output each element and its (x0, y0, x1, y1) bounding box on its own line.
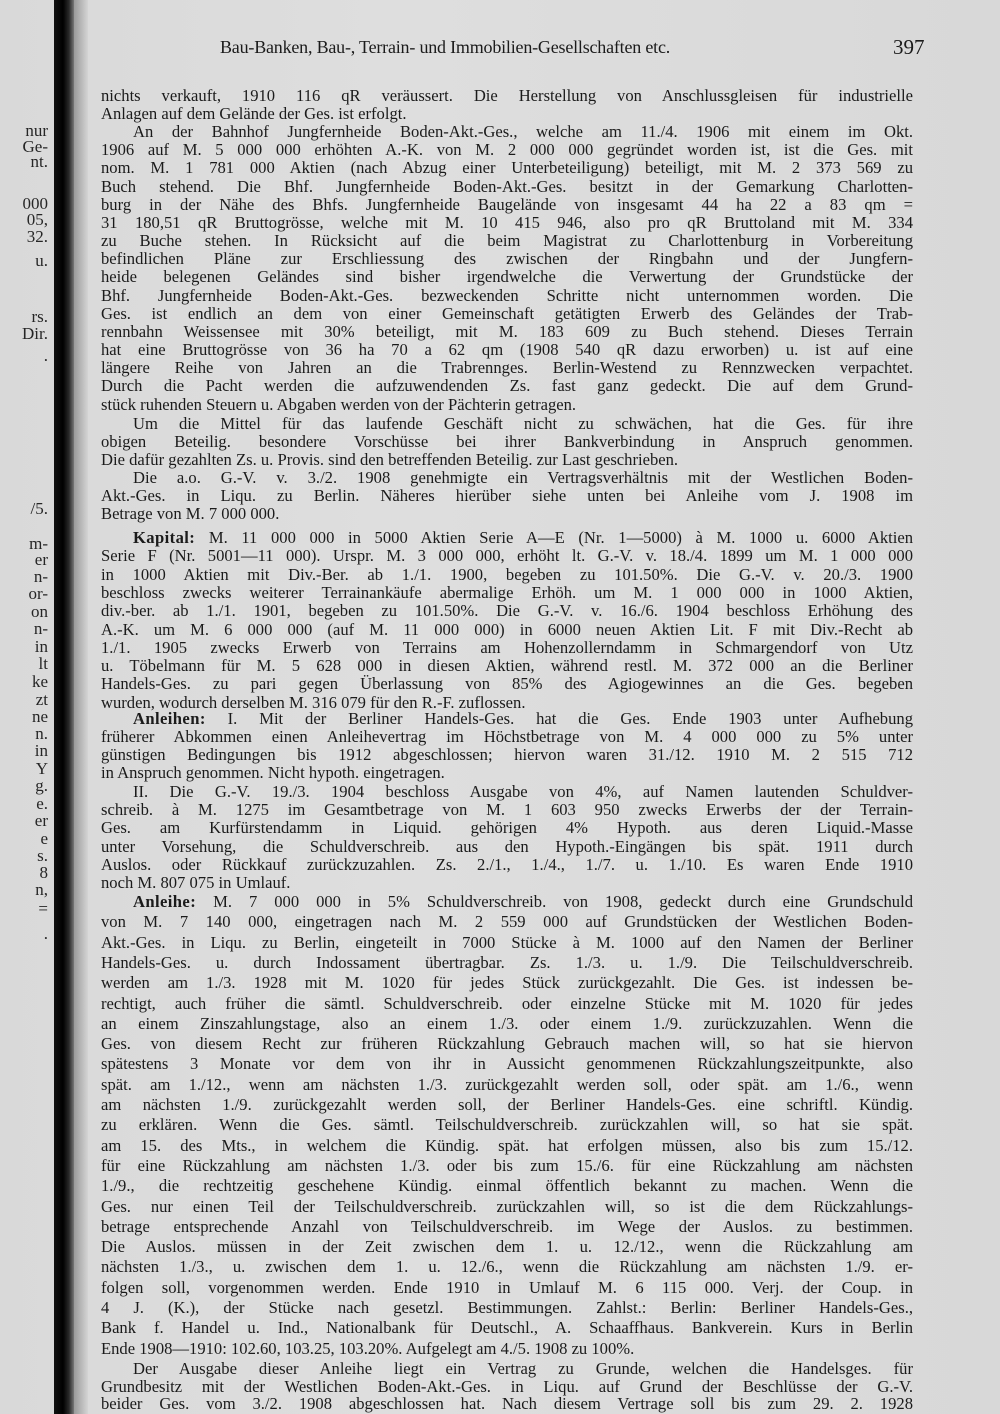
line-text: nächsten 1./3., u. zwischen dem 1. u. 12./6., wenn die Rückzahlung am nächsten 1./9. er- (101, 1257, 913, 1277)
line-text: in 1000 Aktien mit Div.-Ber. ab 1./1. 1900, begeben zu 101.50%. Die G.-V. v. 20./3. 1900 (101, 564, 913, 584)
text-line (101, 1177, 913, 1195)
facing-page-fragment: s. (37, 846, 48, 865)
line-text: günstigen Bedingungen bis 1912 abgeschlossen; hiervon waren 31./12. 1910 M. 2 515 712 (101, 745, 913, 765)
line-text: rennbahn Weissensee mit 30% beteiligt, mit M. 183 609 zu Buch stehend. Dieses Terrain (101, 321, 913, 341)
section-heading: Kapital: (133, 528, 196, 547)
line-text: von M. 7 140 000, eingetragen nach M. 2 559 000 auf Grundstücken der Westlichen Boden- (101, 912, 913, 932)
text-line (101, 141, 913, 159)
text-line (101, 838, 913, 856)
running-head: Bau-Banken, Bau-, Terrain- und Immobilien-Gesellschaften etc. (220, 37, 671, 57)
text-line (101, 954, 913, 972)
text-line (101, 566, 913, 584)
text-line (101, 801, 913, 819)
line-text: 1./1. 1905 zwecks Erwerb von Terrains am Hohenzollerndamm in Schmargendorf von Utz (101, 637, 913, 657)
facing-page-fragment: m- (29, 534, 48, 553)
facing-page-fragment: n. (35, 724, 48, 743)
line-text: Handels-Ges. u. durch Indossament übertragbar. Zs. 1./3. u. 1./9. Die Teilschuldverschreib. (101, 952, 913, 972)
text-line (101, 856, 913, 874)
text-line (101, 1258, 913, 1276)
facing-page-fragment: in (34, 637, 48, 656)
line-text: Serie F (Nr. 5001—11 000). Urspr. M. 3 000 000, erhöht lt. G.-V. v. 18./4. 1899 um M. 1 000 000 (101, 546, 913, 566)
line-text: Grundbesitz mit der Westlichen Boden-Akt.-Ges. in Liqu. auf Grund der Beschlüsse der G.-V. (101, 1376, 913, 1396)
line-text: zu erklären. Wenn die Ges. sämtl. Teilschuldverschreib. zurückzahlen will, so hat sie spät. (101, 1115, 913, 1135)
line-text: Akt.-Ges. in Liqu. zu Berlin. Näheres hierüber siehe unten bei Anleihe vom J. 1908 im (101, 486, 913, 506)
facing-page-fragment: or- (28, 584, 48, 603)
line-text: Buch stehend. Die Bhf. Jungfernheide Boden-Akt.-Ges. besitzt in der Gemarkung Charlotten- (101, 176, 913, 196)
line-text: spät. am 1./12., wenn am nächsten 1./3. zurückgezahlt werden soll, oder spät. am 1./6., wenn (101, 1074, 913, 1094)
text-line (101, 159, 913, 177)
text-line (101, 1076, 913, 1094)
text-line (101, 1157, 913, 1175)
text-line (101, 974, 913, 992)
text-line (133, 710, 913, 728)
line-text: Betrage von M. 7 000 000. (101, 504, 280, 524)
line-text: werden am 1./3. 1928 mit M. 1020 für jedes Stück zurückgezahlt. Die Ges. ist indessen be- (101, 973, 913, 993)
text-line (101, 675, 913, 693)
line-text: nichts verkauft, 1910 116 qR veräussert. Die Herstellung von Anschlussgleisen für industrielle (101, 86, 913, 105)
facing-page-fragment: n, (35, 880, 48, 899)
line-text: rechtigt, auch früher die sämtl. Schuldverschreib. oder einzelne Stücke mit M. 1020 für jedes (101, 993, 913, 1013)
text-line (101, 1137, 913, 1155)
line-text: beschloss zwecks weiterer Terrainankäufe abermalige Erhöh. um M. 1 000 000 in 1000 Aktien, (101, 582, 913, 602)
line-text: 31 180,51 qR Bruttogrösse, welche mit M. 10 415 946, also pro qR Bruttoland mit M. 334 (101, 212, 913, 232)
text-line (101, 214, 913, 232)
line-text: Anlagen auf dem Gelände der Ges. ist erfolgt. (101, 104, 407, 124)
line-text: in Anspruch genommen. Nicht hypoth. eingetragen. (101, 763, 445, 783)
line-text: Um die Mittel für das laufende Geschäft nicht zu schwächen, hat die Ges. für ihre (133, 414, 913, 433)
text-line (101, 323, 913, 341)
text-line (101, 268, 913, 286)
text-line (101, 934, 913, 952)
text-line (101, 657, 913, 675)
facing-page-fragment: Ge- (22, 137, 48, 156)
text-line (101, 639, 913, 657)
text-line (101, 1340, 913, 1358)
line-text: am nächsten 1./9. zurückgezahlt werden soll, der Berliner Handels-Ges. eine schriftl. Kündig. (101, 1095, 913, 1114)
text-line (101, 602, 913, 620)
text-line (133, 123, 913, 141)
facing-page-fragment: Y (35, 759, 48, 778)
text-line (101, 287, 913, 305)
text-line (133, 1360, 913, 1378)
facing-page-fragment: 32. (26, 227, 48, 246)
text-line (101, 1395, 913, 1413)
line-text: Durch die Pacht werden die aufzuwendenden Zs. fast ganz gedeckt. Die auf dem Grund- (101, 376, 913, 396)
line-text: Bank f. Handel u. Ind., Nationalbank für Deutschl., A. Schaaffhaus. Bankverein. Kurs in Berlin (101, 1318, 913, 1338)
line-text: stück ruhenden Steuern u. Abgaben werden von der Pächterin getragen. (101, 394, 577, 414)
text-line (101, 1116, 913, 1134)
text-line (101, 359, 913, 377)
text-line (101, 1055, 913, 1073)
line-text: Ges. von diesem Recht zur früheren Rückzahlung Gebrauch machen will, so hat sie hiervon (101, 1034, 913, 1054)
facing-page-fragment: ke (31, 672, 48, 691)
text-line (101, 487, 913, 505)
facing-page-fragment: ne (31, 707, 48, 726)
text-line (101, 1096, 913, 1114)
text-line (101, 433, 913, 451)
line-text: hat eine Bruttogrösse von 36 ha 70 a 62 qm (1908 540 qR dazu erworben) u. ist auf eine (101, 340, 913, 360)
text-line (101, 377, 913, 395)
line-text: 1./9., die rechtzeitig geschehene Kündig. einmal öffentlich bekannt zu machen. Wenn die (101, 1176, 913, 1196)
section-heading: Anleihe: (133, 892, 197, 911)
line-text: für eine Rückzahlung am nächsten 1./3. oder bis zum 15./6. für eine Rückzahlung am nächsten (101, 1155, 913, 1175)
line-text: Die a.o. G.-V. v. 3./2. 1908 genehmigte ein Vertragsverhältnis mit der Westlichen Boden- (133, 468, 913, 487)
facing-page-fragment: Dir. (22, 324, 48, 343)
line-text: II. Die G.-V. 19./3. 1904 beschloss Ausgabe von 4%, auf Namen lautenden Schuldver- (133, 782, 913, 801)
text-line (101, 728, 913, 746)
book-binding-shadow (54, 0, 74, 1414)
line-text: betrage entsprechende Anzahl von Teilschuldverschreib. im Wege der Auslos. zu bestimmen. (101, 1216, 913, 1236)
line-text: Ges. ist endlich an dem von einer Gemeinschaft getätigten Erwerb des Geländes der Trab- (101, 303, 913, 323)
text-line (101, 764, 913, 782)
text-line (133, 469, 913, 487)
line-text: Ende 1908—1910: 102.60, 103.25, 103.20%. Aufgelegt am 4./5. 1908 zu 100%. (101, 1338, 635, 1358)
line-text: A.-K. um M. 6 000 000 (auf M. 11 000 000) in 6000 neuen Aktien Lit. F mit Div.-Recht ab (101, 619, 913, 639)
line-text: früherer Abkommen einen Anleihevertrag im Höchstbetrage von M. 4 000 000 zu 5% unter (101, 727, 913, 747)
line-text: befindlichen Pläne zur Erschliessung des zwischen der Ringbahn und der Jungfern- (101, 249, 913, 269)
line-text: burg in der Nähe des Bhfs. Jungfernheide Baugelände von insgesamt 44 ha 22 a 83 qm = (101, 194, 913, 214)
line-text: spätestens 3 Monate vor dem von ihr in Aussicht genommenen Rückzahlungszeitpunkte, also (101, 1054, 913, 1074)
text-line (101, 584, 913, 602)
facing-page-fragment: er (34, 550, 48, 569)
text-line (101, 87, 913, 105)
text-line (101, 305, 913, 323)
line-text: 4 J. (K.), der Stücke nach gesetzl. Bestimmungen. Zahlst.: Berlin: Berliner Handels-Ges., (101, 1298, 913, 1317)
facing-page-fragment: e (40, 829, 48, 848)
facing-page-fragment: = (38, 899, 48, 918)
line-text: folgen soll, vorgenommen werden. Ende 1910 in Umlauf M. 6 115 000. Verj. der Coup. in (101, 1277, 913, 1297)
text-line (101, 451, 913, 469)
text-line (101, 1299, 913, 1317)
text-line (101, 396, 913, 414)
text-line (101, 178, 913, 196)
text-line (101, 1035, 913, 1053)
page-gutter (74, 0, 88, 1414)
facing-page-fragment: 05, (26, 210, 48, 229)
line-text: nom. M. 1 781 000 Aktien (nach Abzug einer Unterbeteiligung) beteiligt, mit M. 2 373 569 zu (101, 158, 913, 178)
text-line (133, 893, 913, 911)
facing-page-fragment: 000 (22, 194, 48, 213)
line-text: längere Reihe von Jahren an die Trabrennges. Berlin-Westend zu Rennzwecken verpachtet. (101, 358, 913, 378)
text-line (101, 232, 913, 250)
facing-page-fragment: nt. (30, 152, 48, 171)
line-text: div.-ber. ab 1./1. 1901, begeben zu 101.50%. Die G.-V. v. 16./6. 1904 beschloss Erhöhung des (101, 601, 913, 621)
facing-page-fragment: g. (35, 776, 48, 795)
text-line (101, 746, 913, 764)
text-line (101, 1015, 913, 1033)
text-line (101, 1378, 913, 1396)
text-line (133, 783, 913, 801)
line-text: 1906 auf M. 5 000 000 erhöhten A.-K. von M. 2 000 000 gegründet worden ist, ist die Ges. mit (101, 140, 913, 160)
facing-page-fragment: . (43, 346, 48, 365)
text-line (133, 415, 913, 433)
line-text: an einem Zinszahlungstage, also an einem 1./3. oder einem 1./9. zurückzuzahlen. Wenn die (101, 1013, 913, 1033)
facing-page-fragment: n- (33, 567, 48, 586)
line-text: M. 11 000 000 in 5000 Aktien Serie A—E (Nr. 1—5000) à M. 1000 u. 6000 Aktien (208, 528, 913, 547)
text-line (133, 529, 913, 547)
line-text: obigen Beteilig. besondere Vorschüsse bei ihrer Bankverbindung in Anspruch genommen. (101, 432, 913, 452)
line-text: I. Mit der Berliner Handels-Ges. hat die Ges. Ende 1903 unter Aufhebung (227, 709, 913, 728)
facing-page-fragment: 8 (39, 863, 48, 882)
line-text: schreib. à M. 1275 im Gesamtbetrage von M. 1 603 950 zwecks Erwerbs der der Terrain- (101, 800, 913, 820)
text-line (101, 995, 913, 1013)
facing-page-fragment: . (43, 924, 48, 943)
facing-page-fragment: lt (38, 654, 48, 673)
text-line (101, 621, 913, 639)
facing-page-fragment: /5. (30, 499, 48, 518)
text-line (101, 341, 913, 359)
line-text: noch M. 807 075 in Umlauf. (101, 873, 291, 892)
line-text: beider Ges. vom 3./2. 1908 abgeschlossen hat. Nach diesem Vertrage soll bis zum 29. 2. 1928 (101, 1394, 913, 1413)
line-text: am 15. des Mts., in welchem die Kündig. spät. hat erfolgen müssen, also bis zum 15./12. (101, 1135, 913, 1155)
text-line (101, 505, 913, 523)
line-text: Handels-Ges. zu pari gegen Überlassung von 85% des Agiogewinnes an die Ges. begeben (101, 674, 913, 694)
page-number: 397 (893, 35, 925, 59)
facing-page-fragment: n- (33, 619, 48, 638)
facing-page-fragment: on (31, 602, 48, 621)
line-text: Ges. am Kurfürstendamm in Liquid. gehörigen 4% Hypoth. aus deren Liquid.-Masse (101, 818, 913, 838)
text-line (101, 1218, 913, 1236)
line-text: unter Vorsehung, die Schuldverschreib. aus den Hypoth.-Eingängen bis spät. 1911 durch (101, 836, 913, 856)
facing-page-fragment: in (34, 741, 48, 760)
line-text: Bhf. Jungfernheide Boden-Akt.-Ges. bezweckenden Schritte nicht unternommen worden. Die (101, 285, 913, 305)
line-text: zu Buche stehen. In Rücksicht auf die beim Magistrat zu Charlottenburg in Vorbereitung (101, 231, 913, 251)
line-text: Die Auslos. müssen in der Zeit zwischen dem 1. u. 12./12., wenn die Rückzahlung am (101, 1237, 913, 1257)
line-text: An der Bahnhof Jungfernheide Boden-Akt.-Ges., welche am 11./4. 1906 mit einem im Okt. (133, 122, 913, 141)
line-text: wurden, wodurch derselben M. 316 079 für den R.-F. zuflossen. (101, 692, 526, 712)
text-line (101, 874, 913, 892)
text-line (101, 547, 913, 565)
text-line (101, 1319, 913, 1337)
text-line (101, 913, 913, 931)
text-line (101, 819, 913, 837)
text-line (101, 1238, 913, 1256)
facing-page-fragment: u. (35, 251, 48, 270)
line-text: heide belegenen Geländes sind bisher irgendwelche die Verwertung der Grundstücke der (101, 267, 913, 287)
line-text: Auslos. oder Rückkauf zurückzuzahlen. Zs. 2./1., 1./4., 1./7. u. 1./10. Es waren Ende 1910 (101, 854, 913, 874)
facing-page-fragment: rs. (31, 307, 48, 326)
facing-page-fragment: zt (35, 690, 48, 709)
line-text: M. 7 000 000 in 5% Schuldverschreib. von 1908, gedeckt durch eine Grundschuld (213, 892, 913, 911)
line-text: u. Töbelmann für M. 5 628 000 in diesen Aktien, während restl. M. 372 000 an die Berliner (101, 656, 913, 676)
line-text: Akt.-Ges. in Liqu. zu Berlin, eingeteilt in 7000 Stücke à M. 1000 auf den Namen der Berliner (101, 932, 913, 952)
text-line (101, 105, 913, 123)
line-text: Die dafür gezahlten Zs. u. Provis. sind den betreffenden Beteilig. zur Last geschrieben. (101, 450, 679, 470)
text-line (101, 196, 913, 214)
facing-page-fragment: e. (36, 794, 48, 813)
facing-page-fragment: er (34, 811, 48, 830)
line-text: Ges. nur einen Teil der Teilschuldverschreib. zurückzahlen will, so ist die dem Rückzahlungs- (101, 1196, 913, 1216)
text-line (101, 250, 913, 268)
line-text: Der Ausgabe dieser Anleihe liegt ein Vertrag zu Grunde, welchen die Handelsges. für (133, 1359, 913, 1378)
text-line (101, 1279, 913, 1297)
facing-page-fragment: nur (25, 121, 48, 140)
text-line (101, 1198, 913, 1216)
section-heading: Anleihen: (133, 709, 206, 728)
